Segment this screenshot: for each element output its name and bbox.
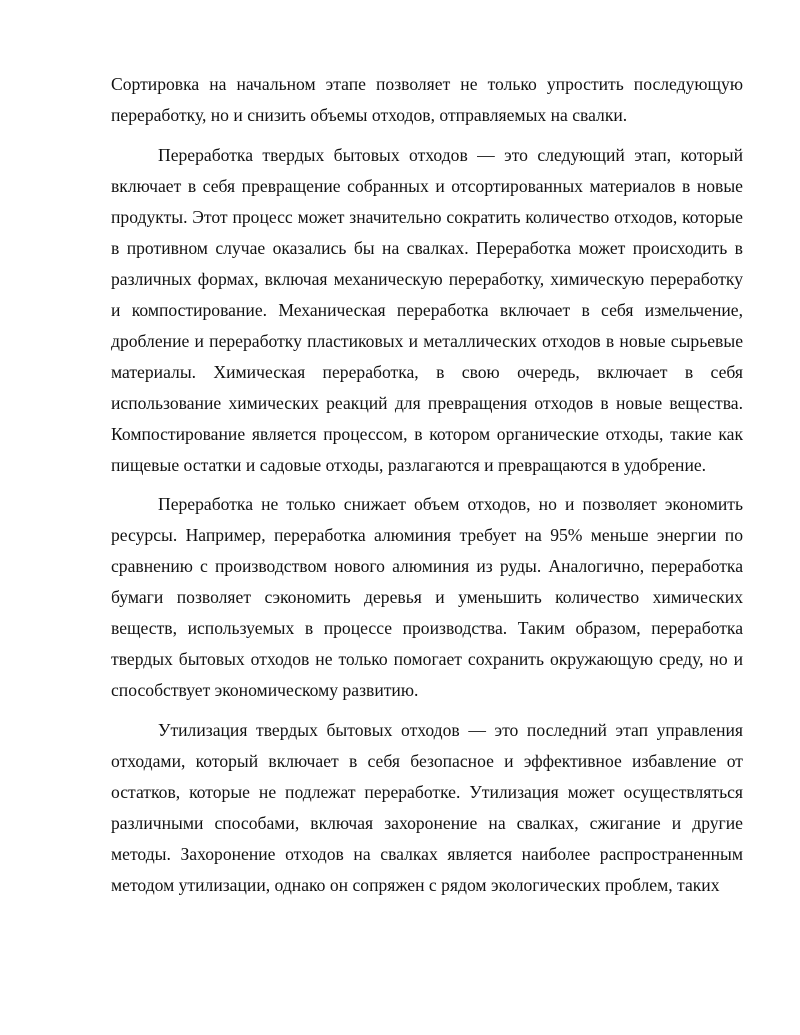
paragraph-sorting-continuation: Сортировка на начальном этапе позволяет не только упростить последующую переработку, но и снизить объемы отходов, отправляемых на свалки. [111,74,743,125]
document-page [111,69,743,909]
paragraph-recycling: Переработка твердых бытовых отходов — это следующий этап, который включает в себя превращение собранных и отсортированных материалов в новые продукты. Этот процесс может значительно сократить количество отходов, которые в противном случае оказались бы на свалках. Переработка может происходить в различных формах, включая механическую переработку, химическую переработку и компостирование. Механическая переработка включает в себя измельчение, дробление и переработку пластиковых и металлических отходов в новые сырьевые материалы. Химическая переработка, в свою очередь, включает в себя использование химических реакций для превращения отходов в новые вещества. Компостирование является процессом, в котором органические отходы, такие как пищевые остатки и садовые отходы, разлагаются и превращаются в удобрение. [111,144,743,475]
paragraph-resources: Переработка не только снижает объем отходов, но и позволяет экономить ресурсы. Например, переработка алюминия требует на 95% меньше энергии по сравнению с производством нового алюминия из руды. Аналогично, переработка бумаги позволяет сэкономить деревья и уменьшить количество химических веществ, используемых в процессе производства. Таким образом, переработка твердых бытовых отходов не только помогает сохранить окружающую среду, но и способствует экономическому развитию. [111,494,743,700]
paragraph-disposal: Утилизация твердых бытовых отходов — это последний этап управления отходами, который включает в себя безопасное и эффективное избавление от остатков, которые не подлежат переработке. Утилизация может осуществляться различными способами, включая захоронение на свалках, сжигание и другие методы. Захоронение отходов на свалках является наиболее распространенным методом утилизации, однако он сопряжен с рядом экологических проблем, таких [111,719,743,895]
